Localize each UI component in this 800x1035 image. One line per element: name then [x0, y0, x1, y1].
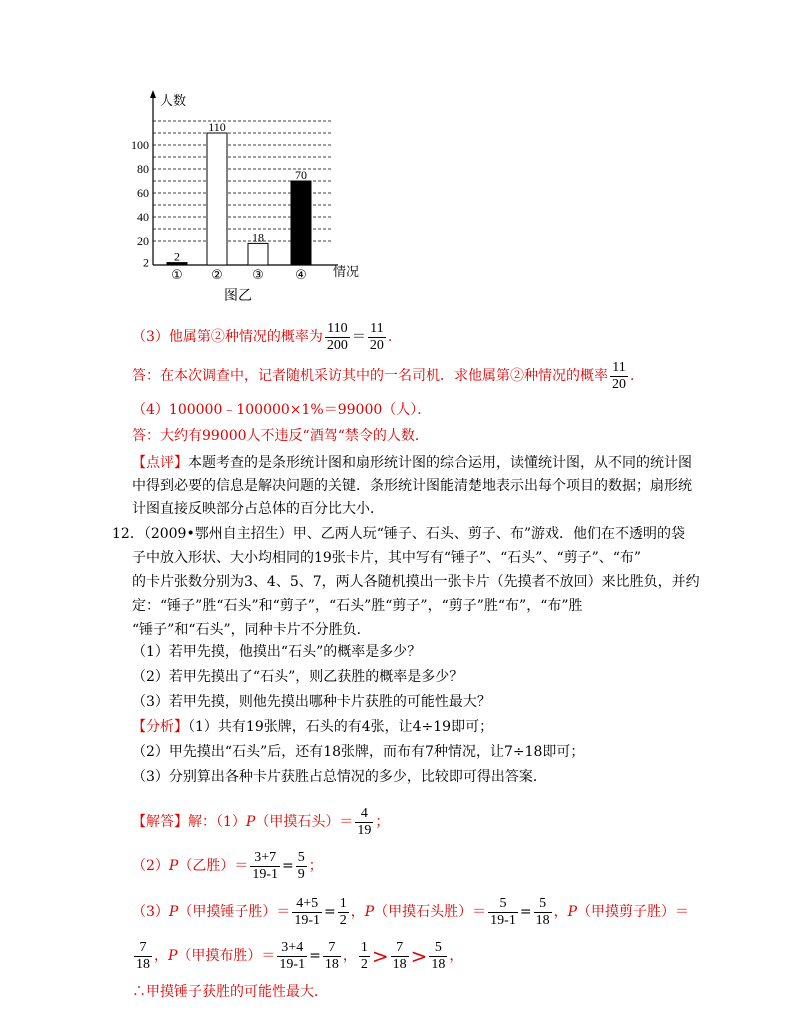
denominator: 9	[297, 866, 305, 882]
x-tick-labels	[171, 268, 307, 283]
equals: ＝	[351, 329, 366, 345]
analysis-tag: 【分析】	[132, 719, 188, 735]
x-tick-label: ③	[252, 268, 264, 283]
y-tick-label: 20	[137, 234, 149, 248]
numerator: 3+7	[254, 849, 277, 865]
period: .	[630, 368, 635, 384]
fraction-1-2	[338, 896, 349, 929]
y-tick-label: 2	[143, 255, 149, 270]
numerator: 5	[499, 895, 507, 911]
numerator: 5	[539, 895, 547, 911]
fraction-4plus5	[292, 896, 322, 929]
denominator: 18	[431, 956, 446, 972]
numerator: 4+5	[296, 895, 319, 911]
answer-2: 答：大约有99000人不违反“酒驾“禁令的人数．	[132, 428, 429, 444]
comment-text: 本题考查的是条形统计图和扇形统计图的综合运用，读懂统计图，从不同的统计图	[188, 455, 692, 471]
bar	[291, 181, 311, 265]
fraction-7-18	[134, 940, 152, 973]
question-text: 子中放入形状、大小均相同的19张卡片，其中写有“锤子”、“石头”、“剪子”、“布”	[132, 550, 642, 566]
y-tick-labels	[131, 138, 149, 270]
solution-tag: 【解答】	[132, 814, 188, 830]
text: 解：（1）	[188, 814, 246, 830]
comma: ，	[154, 948, 168, 964]
prob-symbol: P	[168, 904, 179, 920]
bar-value-label: 110	[208, 120, 226, 134]
comment-text: 计图直接反映部分占总体的百分比大小．	[132, 501, 384, 517]
denominator: 19	[357, 822, 372, 838]
y-tick-label: 100	[131, 138, 149, 152]
text: 种情况的概率	[524, 368, 608, 384]
denominator: 200	[326, 337, 348, 353]
numerator: 1	[360, 939, 368, 955]
line-part3	[132, 320, 392, 354]
question-text: 的卡片张数分别为3、4、5、7，两人各随机摸出一张卡片（先摸者不放回）来比胜负，并约	[132, 574, 700, 590]
numerator: 4	[360, 805, 368, 821]
comma: ，	[449, 948, 464, 964]
equals: =	[324, 904, 336, 920]
fraction-5-18	[534, 896, 552, 929]
denominator: 18	[136, 956, 150, 972]
denominator: 19-1	[252, 866, 279, 882]
x-tick-label: ④	[295, 268, 307, 283]
numerator: 7	[139, 939, 147, 955]
denominator: 18	[392, 956, 407, 972]
sub-question-3: （3）若甲先摸，则他先摸出哪种卡片获胜的可能性最大？	[132, 694, 491, 710]
sub-question-2: （2）若甲先摸出了“石头”，则乙获胜的概率是多少？	[132, 669, 464, 685]
text: （甲摸锤子胜）＝	[178, 904, 291, 920]
bar-value-label: 2	[174, 249, 180, 264]
y-axis-arrow	[150, 90, 156, 98]
equals: =	[309, 948, 321, 964]
x-tick-label: ②	[211, 268, 223, 283]
text: （甲摸石头）＝	[255, 814, 354, 830]
fraction-11-20	[368, 321, 386, 354]
comment	[132, 452, 692, 521]
text: 答：在本次调查中，记者随机采访其中的一名司机．求他属第	[132, 368, 510, 384]
analysis-1: （1）共有19张牌，石头的有4张，让4÷19即可；	[188, 719, 494, 735]
question-12	[112, 522, 700, 642]
denominator: 2	[360, 956, 368, 972]
text: （2）	[132, 858, 169, 874]
chart-title: 图乙	[224, 287, 252, 303]
fraction-1-2	[359, 940, 370, 973]
numerator: 11	[370, 320, 384, 336]
y-axis-label: 人数	[160, 93, 187, 108]
denominator: 19-1	[490, 912, 516, 928]
numerator: 110	[327, 320, 348, 336]
x-axis-label: 情况	[333, 264, 360, 279]
question-text: “锤子”和“石头”，同种卡片不分胜负．	[132, 622, 371, 638]
text: （甲摸石头胜）＝	[374, 904, 487, 920]
bar-value-label: 18	[252, 230, 264, 245]
numerator: 7	[396, 939, 404, 955]
circled-2: ②	[510, 368, 524, 384]
comment-tag: 【点评】	[132, 455, 188, 471]
answer-1	[132, 356, 634, 396]
fraction-3plus4	[277, 940, 307, 973]
numerator: 3+4	[281, 939, 304, 955]
bar-chart	[120, 88, 380, 308]
prob-symbol: P	[364, 904, 375, 920]
analysis-2: （2）甲先摸出“石头”后，还有18张牌，而布有7种情况，让7÷18即可；	[132, 744, 585, 760]
semicolon: ；	[308, 858, 323, 874]
x-tick-label: ①	[171, 268, 183, 283]
denominator: 2	[339, 912, 347, 928]
greater-than: >	[410, 944, 428, 968]
denominator: 20	[369, 337, 384, 353]
fraction-5-9	[296, 850, 307, 883]
comment-text: 中得到必要的信息是解决问题的关键．条形统计图能清楚地表示出每个项目的数据；扇形统	[132, 478, 692, 494]
denominator: 19-1	[279, 956, 306, 972]
numerator: 5	[297, 849, 305, 865]
question-text: 定：“锤子”胜“石头”和“剪子”，“石头”胜“剪子”，“剪子”胜“布”，“布”胜	[132, 598, 583, 614]
fraction-5-19minus1	[488, 896, 518, 929]
prob-symbol: P	[168, 858, 179, 874]
line-part4: （4）100000﹣100000×1%＝99000（人）．	[132, 402, 432, 418]
comma: ，	[350, 904, 365, 920]
fraction-11-20	[610, 360, 628, 393]
greater-than: >	[371, 944, 389, 968]
text: （3）	[132, 904, 169, 920]
equals: =	[519, 904, 532, 920]
solution-3-line2	[132, 936, 463, 976]
sub-questions	[132, 640, 584, 790]
y-tick-label: 60	[137, 186, 149, 200]
equals: =	[282, 858, 294, 874]
text: （3）他属第	[132, 329, 211, 345]
conclusion: ∴甲摸锤子获胜的可能性最大．	[132, 984, 328, 1000]
prob-symbol: P	[567, 904, 577, 920]
numerator: 7	[328, 939, 336, 955]
denominator: 20	[612, 376, 626, 392]
period: .	[387, 329, 393, 345]
text: 种情况的概率为	[224, 329, 323, 345]
numerator: 1	[339, 895, 347, 911]
solution-3-line1	[132, 892, 689, 932]
y-tick-label: 80	[137, 162, 149, 176]
comma: ，	[342, 948, 357, 964]
fraction-7-18	[391, 940, 409, 973]
denominator: 19-1	[294, 912, 321, 928]
bar-value-label: 70	[295, 168, 307, 182]
denominator: 18	[535, 912, 550, 928]
y-tick-label: 40	[137, 210, 149, 224]
sub-question-1: （1）若甲先摸，他摸出“石头”的概率是多少？	[132, 644, 422, 660]
denominator: 18	[324, 956, 339, 972]
fraction-110-200	[325, 321, 350, 354]
prob-symbol: P	[168, 948, 178, 964]
text: （甲摸布胜）＝	[177, 948, 276, 964]
analysis-3: （3）分别算出各种卡片获胜占总情况的多少，比较即可得出答案．	[132, 769, 547, 785]
bar	[207, 133, 227, 265]
bars	[167, 120, 311, 265]
fraction-7-18	[323, 940, 341, 973]
fraction-5-18	[429, 940, 447, 973]
text: （乙胜）＝	[178, 858, 249, 874]
semicolon: ；	[375, 814, 390, 830]
prob-symbol: P	[245, 814, 256, 830]
question-text: 12．（2009•鄂州自主招生）甲、乙两人玩“锤子、石头、剪子、布”游戏．他们在不透明的袋	[112, 526, 686, 542]
solution-1	[132, 800, 389, 844]
fraction-3plus7	[250, 850, 280, 883]
numerator: 5	[434, 939, 442, 955]
text: （甲摸剪子胜）＝	[577, 904, 689, 920]
bar	[248, 243, 268, 265]
fraction-4-19	[355, 806, 373, 839]
solution-2	[132, 846, 323, 886]
comma: ，	[553, 904, 568, 920]
circled-2: ②	[210, 329, 225, 345]
numerator: 11	[612, 359, 626, 375]
